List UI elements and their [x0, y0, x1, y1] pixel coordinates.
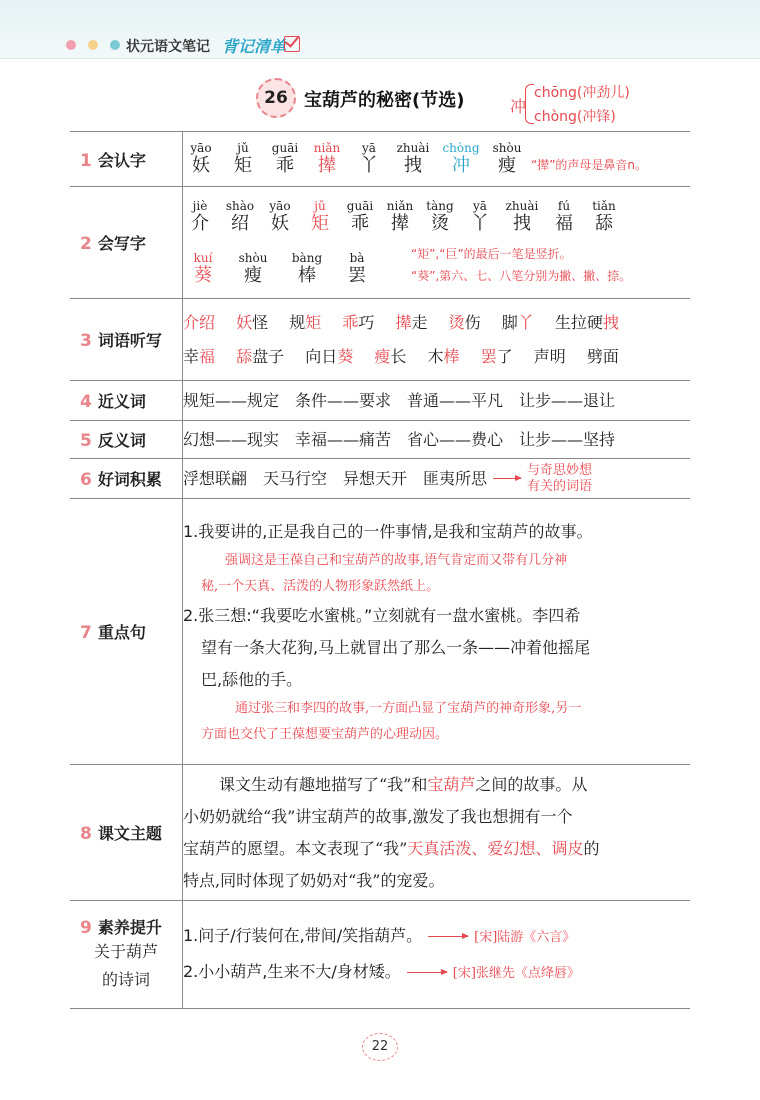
annotation-1b: 秘,一个天真、活泼的人物形象跃然纸上。 — [201, 578, 440, 594]
antonyms-text: 幻想——现实 幸福——痛苦 省心——费心 让步——坚持 — [183, 429, 616, 449]
polyphone-char: 冲 — [510, 97, 527, 116]
key-sentence-2b: 望有一条大花狗,马上就冒出了那么一条——冲着他摇尾 — [201, 637, 591, 657]
good-words-note-2: 有关的词语 — [527, 478, 593, 494]
write-note-2: “葵”,第六、七、八笔分别为撇、撇、捺。 — [411, 268, 632, 283]
char-cell: shòu 瘦 — [492, 141, 522, 176]
char-cell: bàng 棒 — [291, 250, 323, 286]
write-note-1: “矩”,“巨”的最后一笔是竖折。 — [411, 246, 572, 261]
char-cell: jǔ 矩 — [234, 141, 252, 176]
section-label: 课文主题 — [97, 824, 162, 843]
section-number: 1 — [80, 150, 92, 171]
section-label: 近义词 — [97, 392, 146, 411]
char-cell: bà 罢 — [348, 250, 366, 286]
theme-line-1: 课文生动有趣地描写了“我”和宝葫芦之间的故事。从 — [219, 774, 588, 794]
recognize-note: “撵”的声母是鼻音n。 — [531, 158, 648, 172]
char-cell: guāi 乖 — [346, 198, 374, 234]
char-cell: yāo 妖 — [190, 141, 212, 176]
char-cell: yā 丫 — [360, 141, 378, 176]
notes-table — [70, 131, 690, 1009]
section-number: 5 — [80, 431, 92, 451]
section-key-sentences — [70, 499, 690, 765]
section-label: 反义词 — [97, 431, 146, 450]
pink-dot-icon — [66, 40, 76, 50]
good-words-note-1: 与奇思妙想 — [527, 462, 593, 478]
section-sublabel-1: 关于葫芦 — [93, 942, 158, 961]
arrow-icon — [493, 478, 521, 479]
section-label: 好词积累 — [97, 470, 162, 489]
section-theme — [70, 765, 690, 901]
section-label: 重点句 — [97, 623, 146, 642]
good-words-text: 浮想联翩 天马行空 异想天开 匪夷所思 — [183, 468, 488, 488]
char-cell: yā 丫 — [471, 198, 489, 234]
section-number: 2 — [80, 234, 92, 254]
section-dictation — [70, 299, 690, 381]
checkmark-icon — [284, 36, 300, 52]
theme-line-4: 特点,同时体现了奶奶对“我”的宠爱。 — [183, 870, 445, 890]
key-sentence-2c: 巴,舔他的手。 — [201, 669, 303, 689]
brace-icon — [525, 84, 534, 124]
series-name: 背记清单 — [222, 37, 287, 56]
key-sentence-1: 1.我要讲的,正是我自己的一件事情,是我和宝葫芦的故事。 — [183, 521, 593, 541]
synonyms-text: 规矩——规定 条件——要求 普通——平凡 让步——退让 — [183, 390, 616, 410]
lesson-number: 26 — [256, 78, 296, 118]
char-cell: chòng 冲 — [442, 141, 480, 176]
section-antonyms — [70, 421, 690, 459]
lesson-title: 宝葫芦的秘密(节选) — [304, 90, 465, 111]
arrow-icon — [407, 972, 447, 973]
section-number: 3 — [80, 331, 92, 351]
poem-line-2: 2.小小葫芦,生来不大/身材矮。 [宋]张继先《点绛唇》 — [183, 961, 580, 981]
char-cell: niǎn 撵 — [313, 141, 341, 176]
char-cell: shào 绍 — [225, 198, 255, 234]
char-cell: jiè 介 — [191, 198, 209, 234]
section-literacy — [70, 901, 690, 1009]
section-label: 会认字 — [97, 150, 146, 170]
write-chars-row-2 — [183, 251, 383, 287]
yellow-dot-icon — [88, 40, 98, 50]
write-chars-row-1 — [183, 199, 690, 235]
char-cell: guāi 乖 — [271, 141, 299, 176]
brand-name: 状元语文笔记 — [126, 39, 210, 55]
section-recognize — [70, 132, 690, 187]
poem-line-1: 1.问子/行装何在,带间/笑指葫芦。 [宋]陆游《六言》 — [183, 925, 576, 945]
annotation-1a: 强调这是王葆自己和宝葫芦的故事,语气肯定而又带有几分神 — [225, 552, 568, 568]
dictation-line-2: 幸福 舔盘子 向日葵 瘦长 木棒 罢了 声明 劈面 — [183, 346, 619, 366]
char-cell: niǎn 撵 — [386, 198, 414, 234]
annotation-2b: 方面也交代了王葆想要宝葫芦的心理动因。 — [201, 726, 449, 742]
char-cell: jǔ 矩 — [311, 198, 329, 234]
section-number: 6 — [80, 470, 92, 490]
section-write — [70, 187, 690, 299]
section-label: 素养提升 — [97, 918, 162, 937]
key-sentence-2a: 2.张三想:“我要吃水蜜桃。”立刻就有一盘水蜜桃。李四希 — [183, 605, 581, 625]
dictation-line-1: 介绍 妖怪 规矩 乖巧 撵走 烫伤 脚丫 生拉硬拽 — [183, 312, 619, 332]
section-number: 4 — [80, 392, 92, 412]
section-synonyms — [70, 381, 690, 421]
section-number: 8 — [80, 824, 92, 844]
char-cell: shòu 瘦 — [238, 250, 268, 286]
theme-line-2: 小奶奶就给“我”讲宝葫芦的故事,激发了我也想拥有一个 — [183, 806, 573, 826]
section-number: 9 — [80, 918, 92, 938]
top-banner — [0, 0, 760, 59]
polyphone-reading-2: chòng(冲锋) — [534, 109, 616, 125]
annotation-2a: 通过张三和李四的故事,一方面凸显了宝葫芦的神奇形象,另一 — [235, 700, 582, 716]
char-cell: zhuài 拽 — [396, 141, 430, 176]
polyphone-reading-1: chōng(冲劲儿) — [534, 85, 630, 101]
teal-dot-icon — [110, 40, 120, 50]
section-number: 7 — [80, 623, 92, 643]
section-label: 词语听写 — [97, 331, 162, 350]
theme-line-3: 宝葫芦的愿望。本文表现了“我”天真活泼、爱幻想、调皮的 — [183, 838, 600, 858]
page-number: 22 — [362, 1033, 398, 1061]
char-cell: tiǎn 舔 — [592, 198, 616, 234]
section-sublabel-2: 的诗词 — [101, 970, 150, 989]
section-label: 会写字 — [97, 234, 146, 253]
char-cell: fú 福 — [555, 198, 573, 234]
section-good-words — [70, 459, 690, 499]
arrow-icon — [428, 936, 468, 937]
char-cell: yāo 妖 — [269, 198, 291, 234]
char-cell: kuí 葵 — [193, 250, 213, 286]
recognize-chars — [183, 141, 690, 177]
char-cell: tàng 烫 — [426, 198, 454, 234]
char-cell: zhuài 拽 — [505, 198, 539, 234]
